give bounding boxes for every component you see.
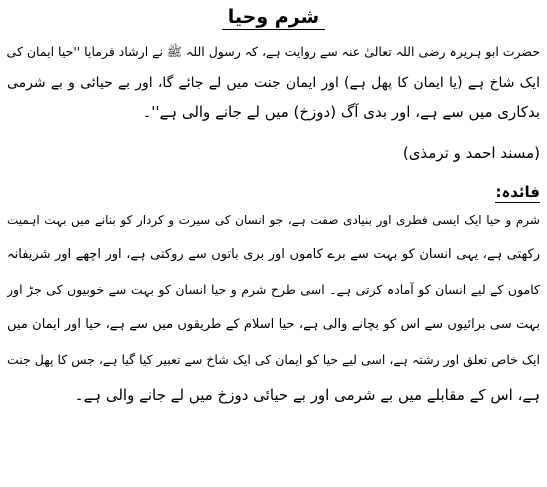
- benefit-line-5: ایک خاص تعلق اور رشتہ ہے، اسی لیے حیا کو ایمان کی ایک شاخ سے تعبیر کیا گیا ہے، جس کا پھل جنت: [7, 352, 540, 367]
- benefit-heading: [7, 181, 540, 203]
- hadith-line-3: بدکاری میں سے ہے، اور بدی آگ (دوزخ) میں لے جانے والی ہے''۔: [142, 103, 540, 121]
- benefit-line-2: رکھتی ہے، یہی انسان کو بہت سے برے کاموں اور بری باتوں سے روکتی ہے، اور اچھے اور شریفانہ: [7, 247, 540, 262]
- benefit-heading-text: فائدہ:: [495, 183, 540, 201]
- hadith-line-2: ایک شاخ ہے (یا ایمان کا پھل ہے) اور ایمان جنت میں لے جائے گا، اور بے حیائی و بے شرمی: [7, 75, 540, 91]
- page-title: [0, 4, 547, 30]
- benefit-line-1: شرم و حیا ایک ایسی فطری اور بنیادی صفت ہے، جو انسان کی سیرت و کردار کو بنانے میں بہت اہمیت: [7, 213, 540, 227]
- benefit-line-4: بہت سی برائیوں سے اس کو بچانے والی ہے، حیا اسلام کے طریقوں میں سے ہے، حیا اور ایمان میں: [7, 317, 540, 332]
- hadith-reference: (مسند احمد و ترمذی): [402, 144, 540, 162]
- benefit-line-6: ہے، اس کے مقابلے میں بے شرمی اور بے حیائی دوزخ میں لے جانے والی ہے۔: [74, 386, 540, 404]
- page-title-text: شرم وحیا: [222, 6, 325, 30]
- benefit-line-3: کاموں کے لیے انسان کو آمادہ کرتی ہے۔ اسی طرح شرم و حیا انسان کو بہت سے خوبیوں کی جڑ اور: [7, 282, 540, 297]
- hadith-line-1: حضرت ابو ہریرہ رضی اللہ تعالیٰ عنہ سے روایت ہے، کہ رسول اللہ ﷺ نے ارشاد فرمایا ''حیا ایمان کی: [7, 44, 540, 59]
